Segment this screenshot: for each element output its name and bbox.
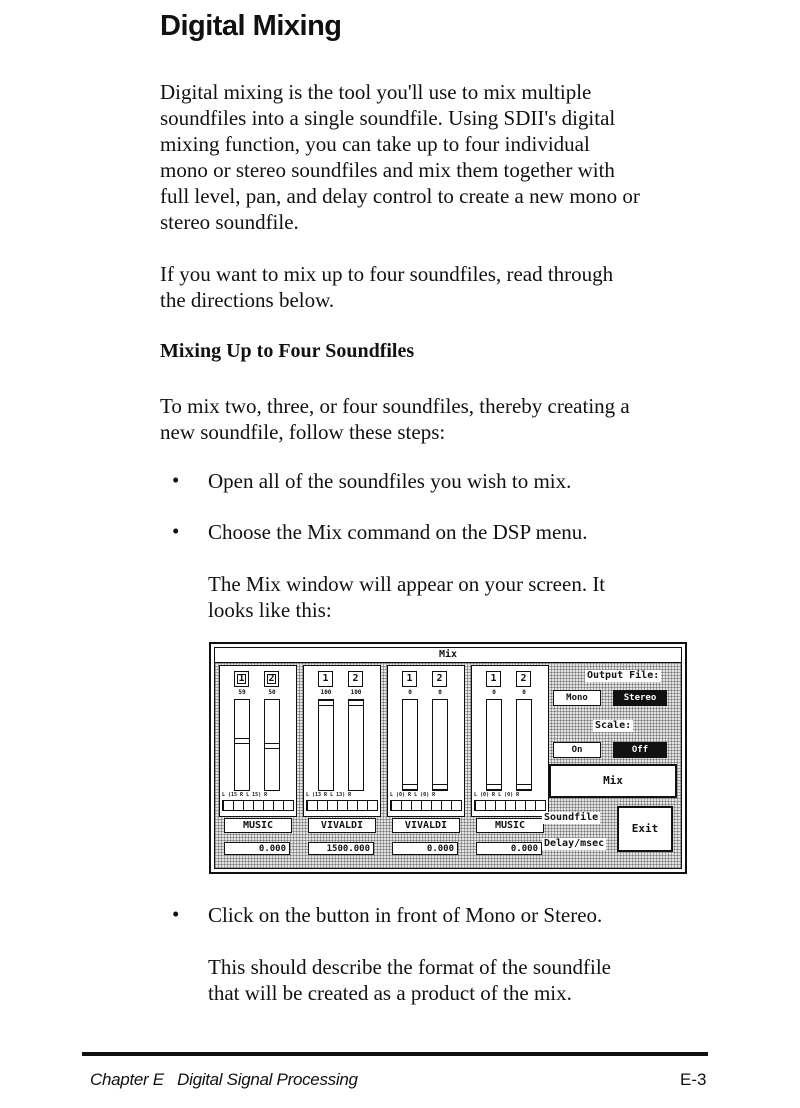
level-readout: 0	[408, 689, 412, 696]
exit-button[interactable]: Exit	[617, 806, 673, 852]
subheading: Mixing Up to Four Soundfiles	[160, 340, 415, 362]
text-line: The Mix window will appear on your screen. It	[208, 572, 606, 596]
level-readout: 59	[238, 689, 246, 696]
format-note	[208, 954, 748, 1006]
intro-line: stereo soundfile.	[160, 210, 299, 234]
soundfile-name[interactable]: VIVALDI	[308, 818, 376, 833]
pan-control[interactable]	[390, 800, 462, 811]
channel-2-button[interactable]: 2	[348, 671, 363, 687]
para-line: the directions below.	[160, 288, 335, 312]
text-line: looks like this:	[208, 598, 332, 622]
level-readout: 0	[522, 689, 526, 696]
level-fader[interactable]	[264, 699, 280, 791]
intro-line: Digital mixing is the tool you'll use to mix multiple	[160, 80, 592, 104]
fader-handle[interactable]	[318, 700, 334, 706]
stereo-button[interactable]: Stereo	[613, 690, 667, 706]
channel-1-button[interactable]: 1	[402, 671, 417, 687]
intro-line: soundfiles into a single soundfile. Using SDII's digital	[160, 106, 616, 130]
soundfile-name[interactable]: MUSIC	[476, 818, 544, 833]
mix-button[interactable]: Mix	[549, 764, 677, 798]
para-line: If you want to mix up to four soundfiles, read through	[160, 262, 614, 286]
output-file-label: Output File:	[587, 670, 660, 681]
channel-1-button[interactable]: 1	[234, 671, 249, 687]
level-fader[interactable]	[432, 699, 448, 791]
channel-1-button[interactable]: 1	[486, 671, 501, 687]
delay-field[interactable]: 0.000	[392, 842, 458, 855]
fader-handle[interactable]	[516, 784, 532, 790]
soundfile-label: Soundfile	[544, 812, 599, 823]
level-fader[interactable]	[318, 699, 334, 791]
level-readout: 0	[438, 689, 442, 696]
level-readout: 100	[320, 689, 332, 696]
level-readout: 50	[268, 689, 276, 696]
pan-control[interactable]	[306, 800, 378, 811]
footer-chapter: Chapter E Digital Signal Processing	[90, 1070, 358, 1089]
third-paragraph	[160, 393, 760, 445]
mix-window-intro	[208, 571, 748, 623]
fader-handle[interactable]	[402, 784, 418, 790]
scale-on-button[interactable]: On	[553, 742, 601, 758]
channel-strip	[471, 665, 549, 817]
text-line: that will be created as a product of the mix.	[208, 981, 572, 1005]
level-readout: 100	[350, 689, 362, 696]
page-number: E-3	[680, 1070, 707, 1089]
bullet-item: Open all of the soundfiles you wish to mix.	[208, 469, 572, 493]
fader-handle[interactable]	[264, 743, 280, 749]
channel-2-button[interactable]: 2	[432, 671, 447, 687]
level-fader[interactable]	[234, 699, 250, 791]
para-line: new soundfile, follow these steps:	[160, 420, 446, 444]
level-fader[interactable]	[486, 699, 502, 791]
pan-readout: L (0) R L (0) R	[390, 792, 436, 798]
bullet-item: Choose the Mix command on the DSP menu.	[208, 520, 588, 544]
level-fader[interactable]	[516, 699, 532, 791]
delay-field[interactable]: 0.000	[224, 842, 290, 855]
scale-label: Scale:	[595, 720, 632, 731]
footer-rule	[82, 1052, 708, 1056]
page-heading: Digital Mixing	[160, 10, 342, 42]
level-readout: 0	[492, 689, 496, 696]
delay-label: Delay/msec	[544, 838, 605, 849]
window-title: Mix	[215, 648, 681, 663]
fader-handle[interactable]	[432, 784, 448, 790]
scale-off-button[interactable]: Off	[613, 742, 667, 758]
pan-control[interactable]	[474, 800, 546, 811]
mix-window-body	[214, 647, 682, 869]
bullet-item: Click on the button in front of Mono or Stereo.	[208, 903, 603, 927]
bullet-marker: •	[172, 519, 180, 543]
fader-handle[interactable]	[234, 738, 250, 744]
intro-paragraph	[160, 79, 760, 235]
pan-readout: L (13 R L 13) R	[306, 792, 352, 798]
para-line: To mix two, three, or four soundfiles, thereby creating a	[160, 394, 630, 418]
channel-2-button[interactable]: 2	[516, 671, 531, 687]
pan-readout: L (0) R L (0) R	[474, 792, 520, 798]
delay-field[interactable]: 0.000	[476, 842, 542, 855]
channel-2-button[interactable]: 2	[264, 671, 279, 687]
text-line: This should describe the format of the soundfile	[208, 955, 611, 979]
channel-strip	[303, 665, 381, 817]
fader-handle[interactable]	[486, 784, 502, 790]
channel-strip	[219, 665, 297, 817]
intro-line: mixing function, you can take up to four individual	[160, 132, 590, 156]
bullet-marker: •	[172, 902, 180, 926]
channel-strip	[387, 665, 465, 817]
bullet-marker: •	[172, 468, 180, 492]
level-fader[interactable]	[402, 699, 418, 791]
level-fader[interactable]	[348, 699, 364, 791]
channel-1-button[interactable]: 1	[318, 671, 333, 687]
pan-readout: L (15 R L 15) R	[222, 792, 268, 798]
mono-button[interactable]: Mono	[553, 690, 601, 706]
fader-handle[interactable]	[348, 700, 364, 706]
mix-window	[209, 642, 687, 874]
second-paragraph	[160, 261, 760, 313]
delay-field[interactable]: 1500.000	[308, 842, 374, 855]
soundfile-name[interactable]: VIVALDI	[392, 818, 460, 833]
soundfile-name[interactable]: MUSIC	[224, 818, 292, 833]
intro-line: mono or stereo soundfiles and mix them together with	[160, 158, 615, 182]
pan-control[interactable]	[222, 800, 294, 811]
intro-line: full level, pan, and delay control to create a new mono or	[160, 184, 640, 208]
